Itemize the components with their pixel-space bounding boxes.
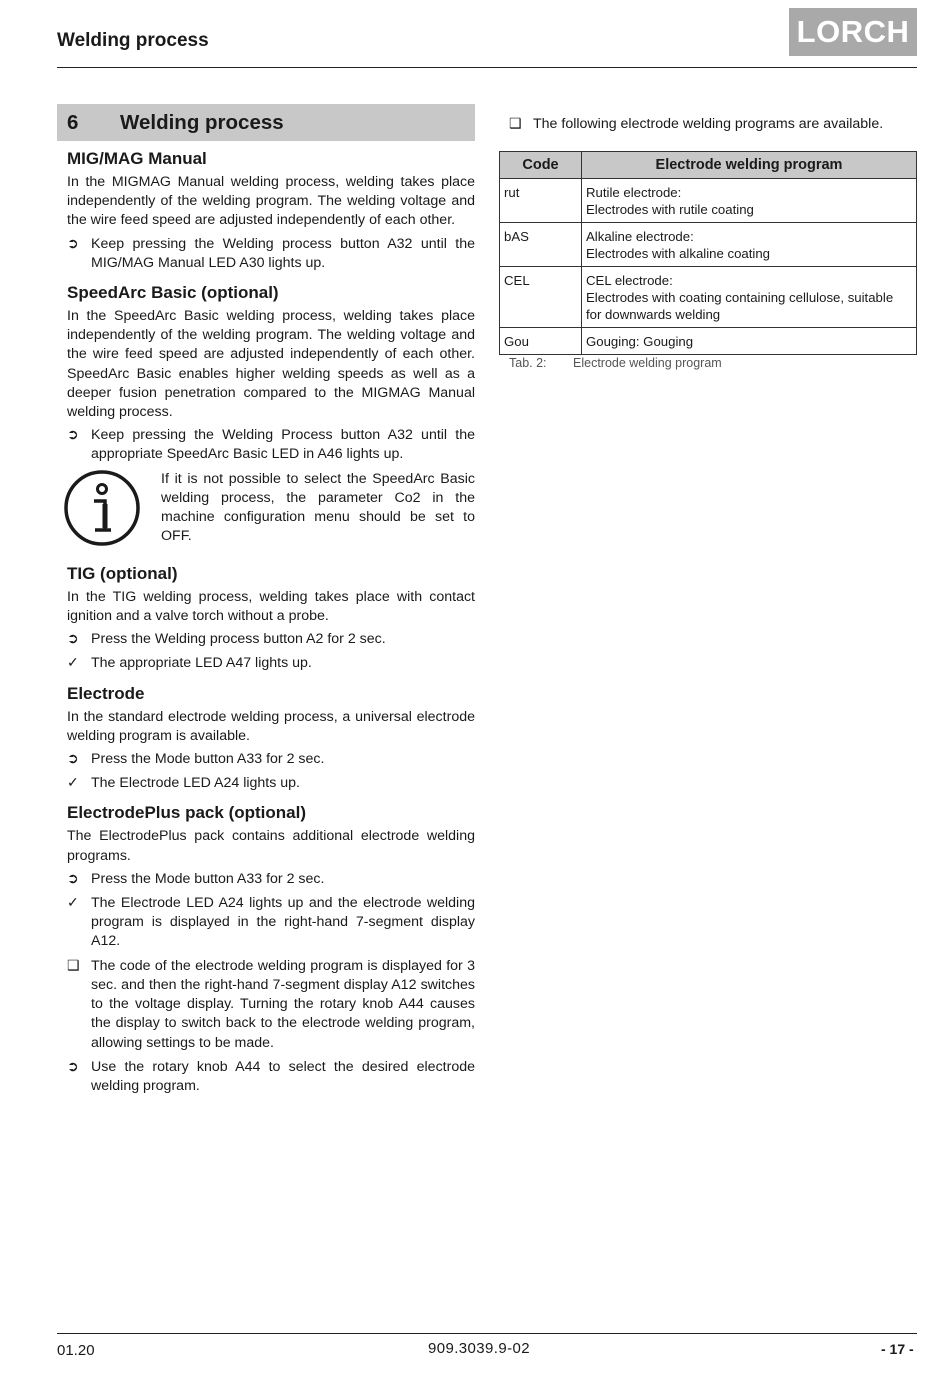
lorch-logo: LORCH: [789, 8, 917, 56]
step-text: Press the Welding process button A2 for 2 sec.: [91, 631, 386, 648]
step-text: Use the rotary knob A44 to select the desired electrode welding program.: [91, 1058, 475, 1094]
instruction-step: [67, 630, 475, 649]
check-icon: ✓: [67, 655, 79, 672]
step-text: Keep pressing the Welding process button A32 until the MIG/MAG Manual LED A30 lights up.: [91, 235, 475, 271]
program-cell: [582, 328, 917, 355]
section-electrode: [67, 683, 475, 794]
result-text: The Electrode LED A24 lights up and the electrode welding program is displayed in the right-hand 7-segment display A12.: [91, 895, 475, 950]
program-line: Rutile electrode:: [586, 185, 682, 200]
result-text: The Electrode LED A24 lights up.: [91, 775, 300, 792]
arrow-icon: ➲: [67, 631, 79, 648]
arrow-icon: ➲: [67, 235, 79, 252]
program-cell: [582, 179, 917, 223]
section-electrodeplus: [67, 802, 475, 1096]
section-title: SpeedArc Basic (optional): [67, 283, 279, 303]
code-cell: CEL: [500, 267, 582, 328]
program-line: Electrodes with alkaline coating: [586, 246, 770, 261]
note-step: [67, 957, 475, 1053]
section-mig-mag: [67, 148, 475, 273]
arrow-icon: ➲: [67, 870, 79, 887]
chapter-title: Welding process: [120, 110, 284, 134]
section-text: The ElectrodePlus pack contains additional electrode welding programs.: [67, 828, 475, 864]
info-icon: [63, 470, 161, 554]
result-step: [67, 894, 475, 952]
section-text: In the standard electrode welding process, a universal electrode welding program is available.: [67, 708, 475, 744]
footer-divider: [57, 1333, 917, 1334]
instruction-step: [67, 750, 475, 769]
check-icon: ✓: [67, 775, 79, 792]
program-line: Gouging: Gouging: [586, 334, 694, 349]
table-row: [500, 328, 917, 355]
program-line: Electrodes with coating containing cellulose, suitable for downwards welding: [586, 290, 894, 322]
section-speedarc: [67, 282, 475, 554]
result-text: The appropriate LED A47 lights up.: [91, 655, 312, 672]
running-header-title: Welding process: [57, 30, 209, 51]
table-row: [500, 179, 917, 223]
footer-doc-number: 909.3039.9-02: [428, 1340, 530, 1357]
electrode-program-table: [499, 151, 917, 355]
instruction-step: [67, 870, 475, 889]
arrow-icon: ➲: [67, 1058, 79, 1075]
program-cell: [582, 223, 917, 267]
section-tig: [67, 563, 475, 674]
column-header-program: Electrode welding program: [582, 152, 917, 179]
result-step: [67, 774, 475, 793]
table-header-row: [500, 152, 917, 179]
checkbox-icon: ❑: [67, 957, 80, 974]
arrow-icon: ➲: [67, 751, 79, 768]
step-text: Press the Mode button A33 for 2 sec.: [91, 751, 325, 768]
instruction-step: [67, 1058, 475, 1096]
program-line: Alkaline electrode:: [586, 229, 694, 244]
instruction-step: [67, 235, 475, 273]
program-line: CEL electrode:: [586, 273, 673, 288]
code-cell: Gou: [500, 328, 582, 355]
section-text: In the SpeedArc Basic welding process, welding takes place independently of the welding program. The welding voltage and the wire feed speed are adjusted independently of each other. SpeedArc Basic enables higher welding speeds as well as a deeper fusion penetration compared to the MIGMAG Manual welding process.: [67, 308, 475, 421]
check-icon: ✓: [67, 895, 79, 912]
code-cell: rut: [500, 179, 582, 223]
section-title: MIG/MAG Manual: [67, 149, 207, 168]
column-header-code: Code: [500, 152, 582, 179]
step-text: Keep pressing the Welding Process button A32 until the appropriate SpeedArc Basic LED in A46 lights up.: [91, 427, 475, 463]
instruction-step: [67, 426, 475, 464]
checkbox-icon: ❑: [509, 116, 522, 132]
chapter-heading: [57, 104, 475, 141]
caption-label: Tab. 2:: [509, 356, 547, 370]
step-text: Press the Mode button A33 for 2 sec.: [91, 870, 325, 887]
table-intro: [509, 116, 883, 132]
page-number: - 17 -: [881, 1341, 914, 1357]
chapter-number: 6: [67, 110, 79, 134]
program-cell: [582, 267, 917, 328]
table-caption: [509, 356, 722, 370]
table-row: [500, 267, 917, 328]
table-intro-text: The following electrode welding programs are available.: [533, 116, 884, 132]
section-text: In the MIGMAG Manual welding process, welding takes place independently of the welding program. The welding voltage and the wire feed speed are adjusted independently of each other.: [67, 174, 475, 229]
footer-date: 01.20: [57, 1342, 95, 1359]
note-text: The code of the electrode welding program is displayed for 3 sec. and then the right-hand 7-segment display A12 switches to the voltage display. Turning the rotary knob A44 causes the display to switch back to the electrode welding program, allowing settings to be made.: [91, 957, 475, 1051]
section-title: TIG (optional): [67, 563, 178, 583]
left-column: [67, 148, 475, 1101]
section-title: Electrode: [67, 683, 145, 703]
arrow-icon: ➲: [67, 427, 79, 444]
table-row: [500, 223, 917, 267]
header-divider: [57, 67, 917, 68]
result-step: [67, 654, 475, 673]
info-text: If it is not possible to select the SpeedArc Basic welding process, the parameter Co2 in the machine configuration menu should be set to OFF.: [161, 470, 475, 545]
section-text: In the TIG welding process, welding takes place with contact ignition and a valve torch without a probe.: [67, 588, 475, 625]
code-cell: bAS: [500, 223, 582, 267]
program-line: Electrodes with rutile coating: [586, 202, 754, 217]
info-note: [67, 470, 475, 554]
section-title: ElectrodePlus pack (optional): [67, 803, 306, 823]
caption-text: Electrode welding program: [573, 356, 722, 370]
